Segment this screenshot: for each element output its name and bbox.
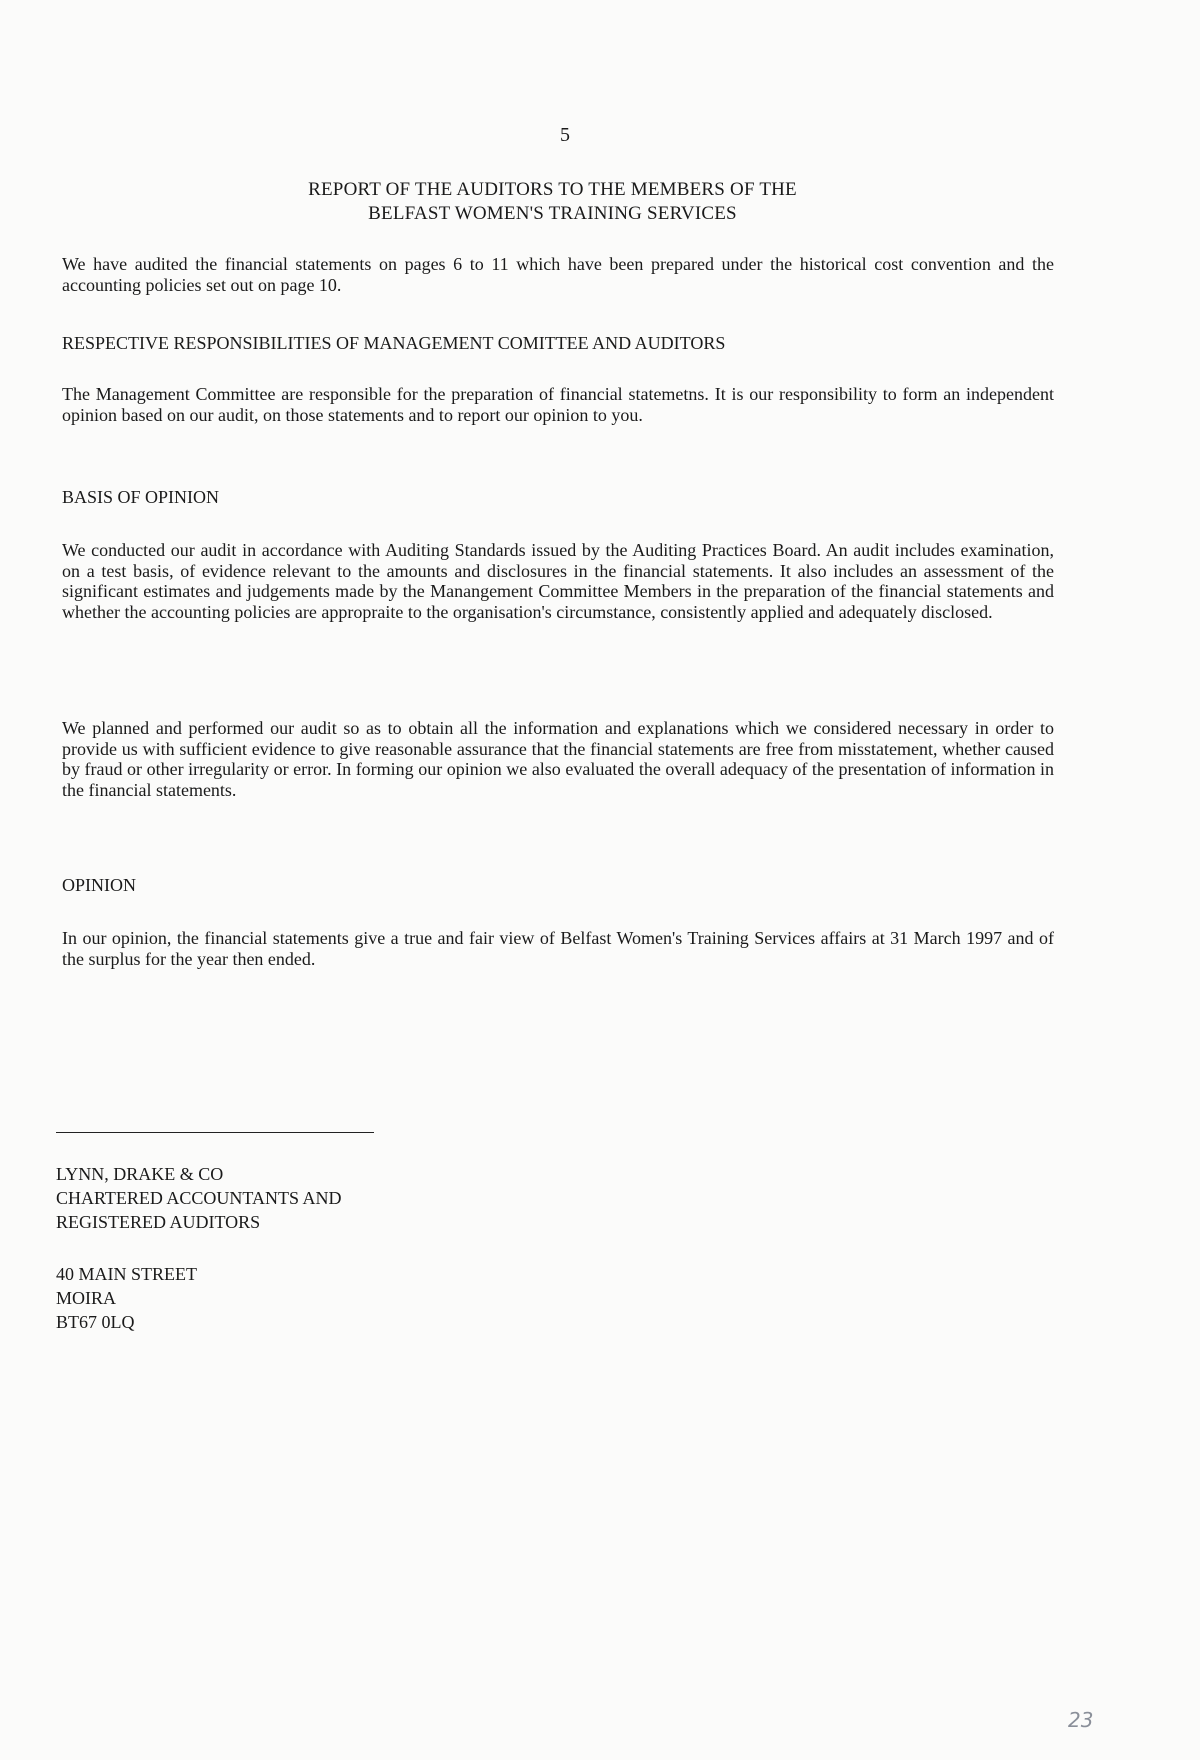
address-line: MOIRA [56, 1288, 117, 1308]
signature-line [56, 1132, 374, 1133]
section-paragraph: We planned and performed our audit so as to obtain all the information and explanations which we considered necessary in order to provide us with sufficient evidence to give reasonable assurance that the financial statements are free from misstatement, whether caused by fraud or other irregularity or error. In forming our opinion we also evaluated the overall adequacy of the presentation of information in the financial statements. [62, 718, 1054, 800]
address-line: BT67 0LQ [56, 1312, 135, 1332]
signatory-line: REGISTERED AUDITORS [56, 1212, 261, 1232]
handwritten-page-note: 23 [1068, 1708, 1094, 1732]
address-line: 40 MAIN STREET [56, 1264, 197, 1284]
signatory-block [56, 1162, 342, 1234]
responsibilities-section [62, 332, 1054, 354]
report-title-line: REPORT OF THE AUDITORS TO THE MEMBERS OF THE [308, 179, 797, 200]
section-paragraph: In our opinion, the financial statements give a true and fair view of Belfast Women's Training Services affairs at 31 March 1997 and of the surplus for the year then ended. [62, 928, 1054, 969]
signatory-line: LYNN, DRAKE & CO [56, 1164, 224, 1184]
opinion-section [62, 874, 1054, 896]
address-block [56, 1262, 197, 1334]
section-heading: BASIS OF OPINION [62, 487, 220, 507]
section-paragraph: The Management Committee are responsible for the preparation of financial statemetns. It is our responsibility to form an independent opinion based on our audit, on those statements and to report our opinion to you. [62, 384, 1054, 425]
responsibilities-body [62, 384, 1054, 425]
section-heading: OPINION [62, 875, 136, 895]
report-title [120, 178, 985, 226]
signatory-line: CHARTERED ACCOUNTANTS AND [56, 1188, 342, 1208]
section-paragraph: We conducted our audit in accordance with Auditing Standards issued by the Auditing Practices Board. An audit includes examination, on a test basis, of evidence relevant to the amounts and disclosures in the financial statements. It also includes an assessment of the significant estimates and judgements made by the Manangement Committee Members in the preparation of the financial statements and whether the accounting policies are appropraite to the organisation's circumstance, consistently applied and adequately disclosed. [62, 540, 1054, 622]
intro-section [62, 254, 1054, 295]
page-number: 5 [560, 124, 570, 146]
report-title-line: BELFAST WOMEN'S TRAINING SERVICES [368, 203, 737, 224]
section-heading: RESPECTIVE RESPONSIBILITIES OF MANAGEMENT COMITTEE AND AUDITORS [62, 333, 726, 353]
basis-section [62, 486, 1054, 508]
opinion-body [62, 928, 1054, 969]
basis-body-2 [62, 718, 1054, 800]
basis-body-1 [62, 540, 1054, 622]
intro-paragraph: We have audited the financial statements on pages 6 to 11 which have been prepared under the historical cost convention and the accounting policies set out on page 10. [62, 254, 1054, 295]
